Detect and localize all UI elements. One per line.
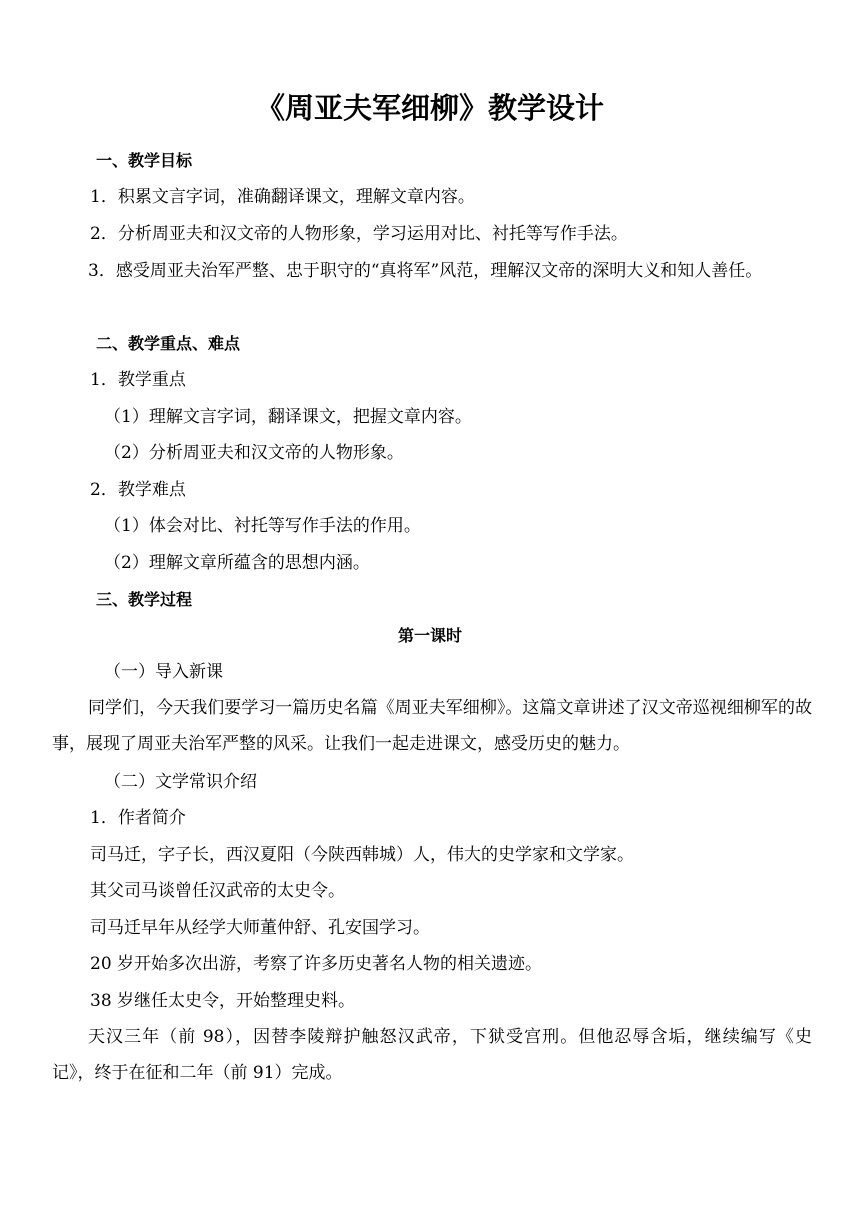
author-line-4: 20 岁开始多次出游，考察了许多历史著名人物的相关遗迹。 — [90, 954, 543, 974]
author-line-3: 司马迁早年从经学大师董仲舒、孔安国学习。 — [90, 918, 430, 938]
author-line-1: 司马迁，字子长，西汉夏阳（今陕西韩城）人，伟大的史学家和文学家。 — [90, 845, 634, 865]
difficulty-item-2: （2）理解文章所蕴含的思想内涵。 — [104, 553, 370, 573]
intro-paragraph: 同学们，今天我们要学习一篇历史名篇《周亚夫军细柳》。这篇文章讲述了汉文帝巡视细柳军的故事，展现了周亚夫治军严整的风采。让我们一起走进课文，感受历史的魅力。 — [52, 698, 812, 754]
difficulty-label: 2．教学难点 — [90, 480, 186, 500]
document-title: 《周亚夫军细柳》教学设计 — [255, 91, 604, 125]
author-line-6: 天汉三年（前 98），因替李陵辩护触怒汉武帝，下狱受宫刑。但他忍辱含垢，继续编写《史记》，终于在征和二年（前 91）完成。 — [52, 1027, 812, 1083]
section-heading-key-points: 二、教学重点、难点 — [96, 334, 241, 353]
section-heading-goals: 一、教学目标 — [96, 151, 193, 170]
goal-item-2: 2．分析周亚夫和汉文帝的人物形象，学习运用对比、衬托等写作手法。 — [90, 224, 628, 244]
literary-label: （二）文学常识介绍 — [104, 772, 257, 792]
focus-item-1: （1）理解文言字词，翻译课文，把握文章内容。 — [104, 407, 472, 427]
author-label: 1．作者简介 — [90, 808, 186, 828]
intro-label: （一）导入新课 — [104, 662, 223, 682]
section-heading-process: 三、教学过程 — [96, 590, 193, 609]
lesson-title: 第一课时 — [397, 626, 462, 645]
author-line-2: 其父司马谈曾任汉武帝的太史令。 — [90, 881, 345, 901]
author-line-5: 38 岁继任太史令，开始整理史料。 — [90, 991, 356, 1011]
difficulty-item-1: （1）体会对比、衬托等写作手法的作用。 — [104, 516, 421, 536]
focus-label: 1．教学重点 — [90, 370, 186, 390]
goal-item-3: 3．感受周亚夫治军严整、忠于职守的“真将军”风范，理解汉文帝的深明大义和知人善任。 — [88, 261, 763, 281]
focus-item-2: （2）分析周亚夫和汉文帝的人物形象。 — [104, 443, 404, 463]
goal-item-1: 1．积累文言字词，准确翻译课文，理解文章内容。 — [90, 187, 475, 207]
